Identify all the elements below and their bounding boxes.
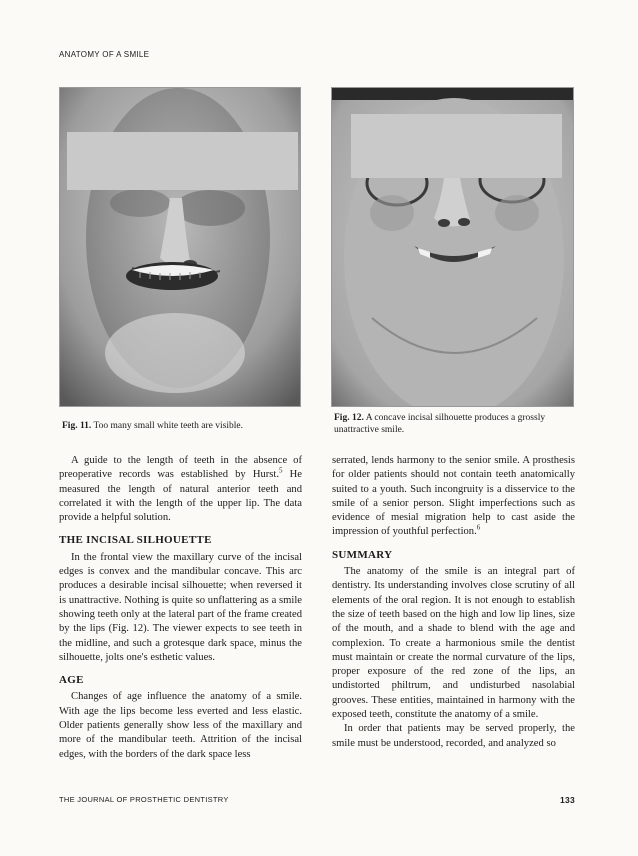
page-number: 133 <box>560 795 576 805</box>
figure-12-caption-text: A concave incisal silhouette produces a grossly unattractive smile. <box>334 413 546 435</box>
age-paragraph: Changes of age influence the anatomy of a smile. With age the lips become less everted and less elastic. Older patients generally show less of the maxillary and more of the mandibular teeth. Attrition of the incisal edges, with the borders of the dark space less <box>59 691 302 760</box>
journal-footer: THE JOURNAL OF PROSTHETIC DENTISTRY <box>59 795 229 804</box>
left-column <box>59 454 302 762</box>
incisal-paragraph: In the frontal view the maxillary curve of the incisal edges is convex and the mandibular concave. This arc produces a desirable incisal silhouette; when reversed it is unattractive. Nothing is quite so unflattering as a smile showing teeth only at the lateral part of the frame created by the lips (Fig. 12). The viewer expects to see teeth in the midline, and such a grotesque dark space, minus the silhouette, jolts one's esthetic values. <box>59 551 302 663</box>
figure-11-caption <box>62 420 302 432</box>
continued-text: serrated, lends harmony to the senior smile. A prosthesis for older patients should not contain teeth anatomically suited to a youth. Such incongruity is a disservice to the smile of a senior person. Slight imperfections such as evidence of mesial migration help to cast aside the impression of youthful perfection. <box>332 455 575 538</box>
continued-paragraph <box>332 454 575 540</box>
running-head: ANATOMY OF A SMILE <box>59 50 150 59</box>
intro-reference: 5 <box>279 466 283 475</box>
figure-11-label: Fig. 11. <box>62 421 92 431</box>
age-heading: AGE <box>59 674 84 687</box>
intro-text-rest: He measured the length of natural anterior teeth and correlated it with the length of the upper lip. The data provide a helpful solution. <box>59 469 302 524</box>
figure-11-photo <box>59 87 301 407</box>
intro-text: A guide to the length of teeth in the absence of preoperative records was established by Hurst. <box>59 455 302 481</box>
right-column <box>332 454 575 751</box>
figure-12-photo <box>331 87 574 407</box>
figure-11-caption-text: Too many small white teeth are visible. <box>93 421 243 431</box>
summary-paragraph: The anatomy of the smile is an integral part of dentistry. Its understanding involves close scrutiny of all elements of the oral region. It is not enough to establish the size of teeth based on the high and low lip lines, size of the mouth, and a shade to blend with the age and complexion. To create a harmonious smile the dentist must maintain or create the normal curvature of the lips, proper exposure of the red zone of the lips, an undistorted philtrum, and undisturbed nasolabial grooves. These entities, maintained in harmony with the exposed teeth, constitute the anatomy of a smile. <box>332 566 575 721</box>
final-paragraph: In order that patients may be served properly, the smile must be understood, recorded, and analyzed so <box>332 723 575 749</box>
figure-12-label: Fig. 12. <box>334 413 364 423</box>
intro-paragraph <box>59 454 302 525</box>
incisal-heading: THE INCISAL SILHOUETTE <box>59 534 212 547</box>
summary-heading: SUMMARY <box>332 548 393 561</box>
continued-reference: 6 <box>476 523 481 532</box>
figure-12-caption <box>334 412 574 436</box>
